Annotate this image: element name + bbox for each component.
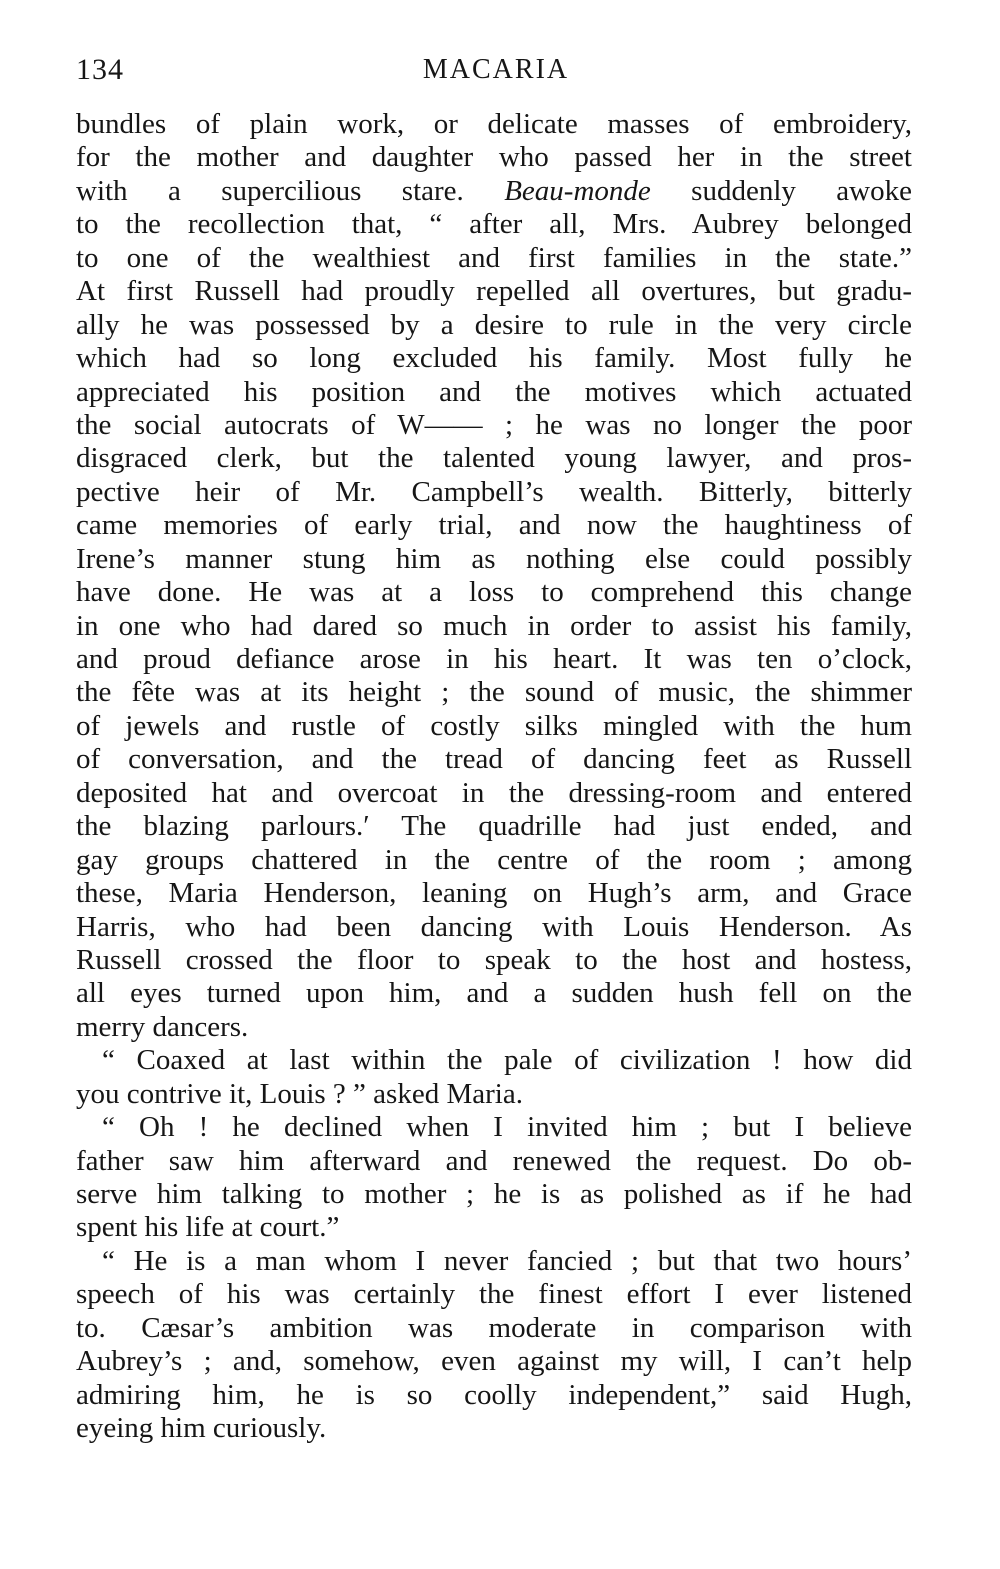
- text-line: father saw him afterward and renewed the request. Do ob-: [76, 1144, 912, 1177]
- text-line: Aubrey’s ; and, somehow, even against my will, I can’t help: [76, 1345, 912, 1378]
- text-line: “ Coaxed at last within the pale of civilization ! how did: [102, 1044, 912, 1077]
- text-line: the blazing parlours.′ The quadrille had just ended, and: [76, 810, 912, 843]
- text-line: have done. He was at a loss to comprehend this change: [76, 576, 912, 609]
- text-line: Irene’s manner stung him as nothing else could possibly: [76, 542, 912, 575]
- text-line: to one of the wealthiest and first families in the state.”: [76, 241, 912, 274]
- text-line: the social autocrats of W—— ; he was no longer the poor: [76, 408, 912, 441]
- text-line: for the mother and daughter who passed her in the street: [76, 141, 912, 174]
- body-text: [76, 108, 912, 1446]
- text-line: pective heir of Mr. Campbell’s wealth. Bitterly, bitterly: [76, 475, 912, 508]
- text-line: speech of his was certainly the finest effort I ever listened: [76, 1278, 912, 1311]
- text-line: these, Maria Henderson, leaning on Hugh’s arm, and Grace: [76, 877, 912, 910]
- text-line: [76, 175, 912, 208]
- text-line: deposited hat and overcoat in the dressing-room and entered: [76, 776, 912, 809]
- text-line: merry dancers.: [76, 1010, 249, 1043]
- text-line: of conversation, and the tread of dancing feet as Russell: [76, 743, 912, 776]
- text-line: came memories of early trial, and now the haughtiness of: [76, 509, 912, 542]
- text-line: admiring him, he is so coolly independent,” said Hugh,: [76, 1378, 912, 1411]
- text-line: you contrive it, Louis ? ” asked Maria.: [76, 1077, 523, 1110]
- text-line: eyeing him curiously.: [76, 1412, 327, 1445]
- text-line: At first Russell had proudly repelled all overtures, but gradu-: [76, 275, 912, 308]
- text-line: “ He is a man whom I never fancied ; but that two hours’: [102, 1244, 912, 1277]
- text-line: Harris, who had been dancing with Louis Henderson. As: [76, 910, 912, 943]
- page-header: [76, 52, 912, 88]
- page-number: 134: [76, 53, 124, 86]
- text-segment: with a supercilious stare.: [76, 174, 505, 207]
- text-line: gay groups chattered in the centre of the room ; among: [76, 843, 912, 876]
- text-line: which had so long excluded his family. Most fully he: [76, 342, 912, 375]
- running-title: MACARIA: [422, 54, 570, 85]
- italic-phrase: Beau-monde: [504, 174, 651, 207]
- text-line: all eyes turned upon him, and a sudden hush fell on the: [76, 977, 912, 1010]
- text-segment: suddenly awoke: [650, 174, 912, 207]
- text-line: to. Cæsar’s ambition was moderate in comparison with: [76, 1311, 912, 1344]
- text-line: appreciated his position and the motives which actuated: [76, 375, 912, 408]
- text-line: spent his life at court.”: [76, 1211, 340, 1244]
- text-line: bundles of plain work, or delicate masses of embroidery,: [76, 108, 912, 140]
- text-line: and proud defiance arose in his heart. It was ten o’clock,: [76, 643, 912, 675]
- text-line: Russell crossed the floor to speak to the host and hostess,: [76, 943, 912, 976]
- text-line: in one who had dared so much in order to assist his family,: [76, 609, 912, 642]
- text-line: disgraced clerk, but the talented young lawyer, and pros-: [76, 442, 912, 475]
- text-line: ally he was possessed by a desire to rule in the very circle: [76, 308, 912, 341]
- text-line: to the recollection that, “ after all, Mrs. Aubrey belonged: [76, 208, 912, 241]
- text-line: the fête was at its height ; the sound of music, the shimmer: [76, 676, 912, 709]
- text-line: serve him talking to mother ; he is as polished as if he had: [76, 1178, 912, 1210]
- text-line: of jewels and rustle of costly silks mingled with the hum: [76, 709, 912, 742]
- text-line: “ Oh ! he declined when I invited him ; but I believe: [102, 1111, 912, 1144]
